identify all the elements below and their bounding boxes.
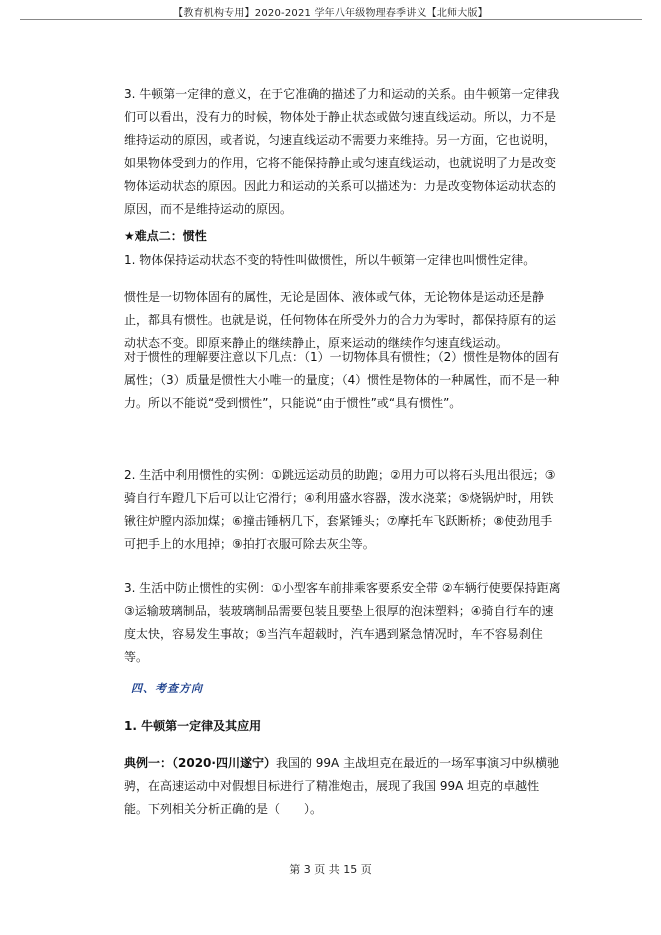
- page-header: 【教育机构专用】2020-2021 学年八年级物理春季讲义【北师大版】: [173, 8, 488, 19]
- paragraph-newton-significance: 3. 牛顿第一定律的意义，在于它准确的描述了力和运动的关系。由牛顿第一定律我们可以看出，没有力的时候，物体处于静止状态或做匀速直线运动。所以，力不是维持运动的原因，或者说，匀速直线运动不需要力来维持。另一方面，它也说明，如果物体受到力的作用，它将不能保持静止或匀速直线运动，也就说明了力是改变物体运动状态的原因。因此力和运动的关系可以描述为：力是改变物体运动状态的原因，而不是维持运动的原因。: [124, 87, 560, 216]
- page-footer: 第 3 页 共 15 页: [289, 863, 372, 876]
- heading-newton-law-application: 1. 牛顿第一定律及其应用: [124, 719, 262, 733]
- paragraph-inertia-definition: 1. 物体保持运动状态不变的特性叫做惯性，所以牛顿第一定律也叫惯性定律。: [124, 253, 536, 267]
- paragraph-inertia-uses: 2. 生活中利用惯性的实例：①跳远运动员的助跑；②用力可以将石头甩出很远；③骑自行车蹬几下后可以让它滑行；④利用盛水容器，泼水浇菜；⑤烧锅炉时，用铁锹往炉膛内添加煤；⑥撞击锤柄几下，套紧锤头；⑦摩托车飞跃断桥；⑧使劲甩手可把手上的水甩掉；⑨拍打衣服可除去灰尘等。: [124, 468, 556, 551]
- example-label: 典例一：（2020·四川遂宁）: [124, 756, 276, 770]
- heading-difficulty-inertia: ★难点二：惯性: [124, 229, 207, 243]
- example-text: 我国的 99A 主战坦克在最近的一场军事演习中纵横驰骋，在高速运动中对假想目标进行了精准炮击，展现了我国 99A 坦克的卓越性能。下列相关分析正确的是（ ）。: [124, 756, 560, 816]
- paragraph-example-one: [124, 752, 562, 821]
- section-title-exam-direction: 四、考查方向: [131, 682, 203, 695]
- paragraph-inertia-notes: 对于惯性的理解要注意以下几点：（1）一切物体具有惯性；（2）惯性是物体的固有属性；（3）质量是惯性大小唯一的量度；（4）惯性是物体的一种属性，而不是一种力。所以不能说“受到惯性”，只能说“由于惯性”或“具有惯性”。: [124, 350, 560, 410]
- header-divider: [20, 19, 642, 20]
- paragraph-inertia-prevention: 3. 生活中防止惯性的实例：①小型客车前排乘客要系安全带 ②车辆行使要保持距离 ③运输玻璃制品，装玻璃制品需要包装且要垫上很厚的泡沫塑料；④骑自行车的速度太快，容易发生事故；⑤当汽车超载时，汽车遇到紧急情况时，车不容易刹住等。: [124, 581, 561, 664]
- paragraph-inertia-property: 惯性是一切物体固有的属性，无论是固体、液体或气体，无论物体是运动还是静止，都具有惯性。也就是说，任何物体在所受外力的合力为零时，都保持原有的运动状态不变。即原来静止的继续静止，原来运动的继续作匀速直线运动。: [124, 290, 557, 350]
